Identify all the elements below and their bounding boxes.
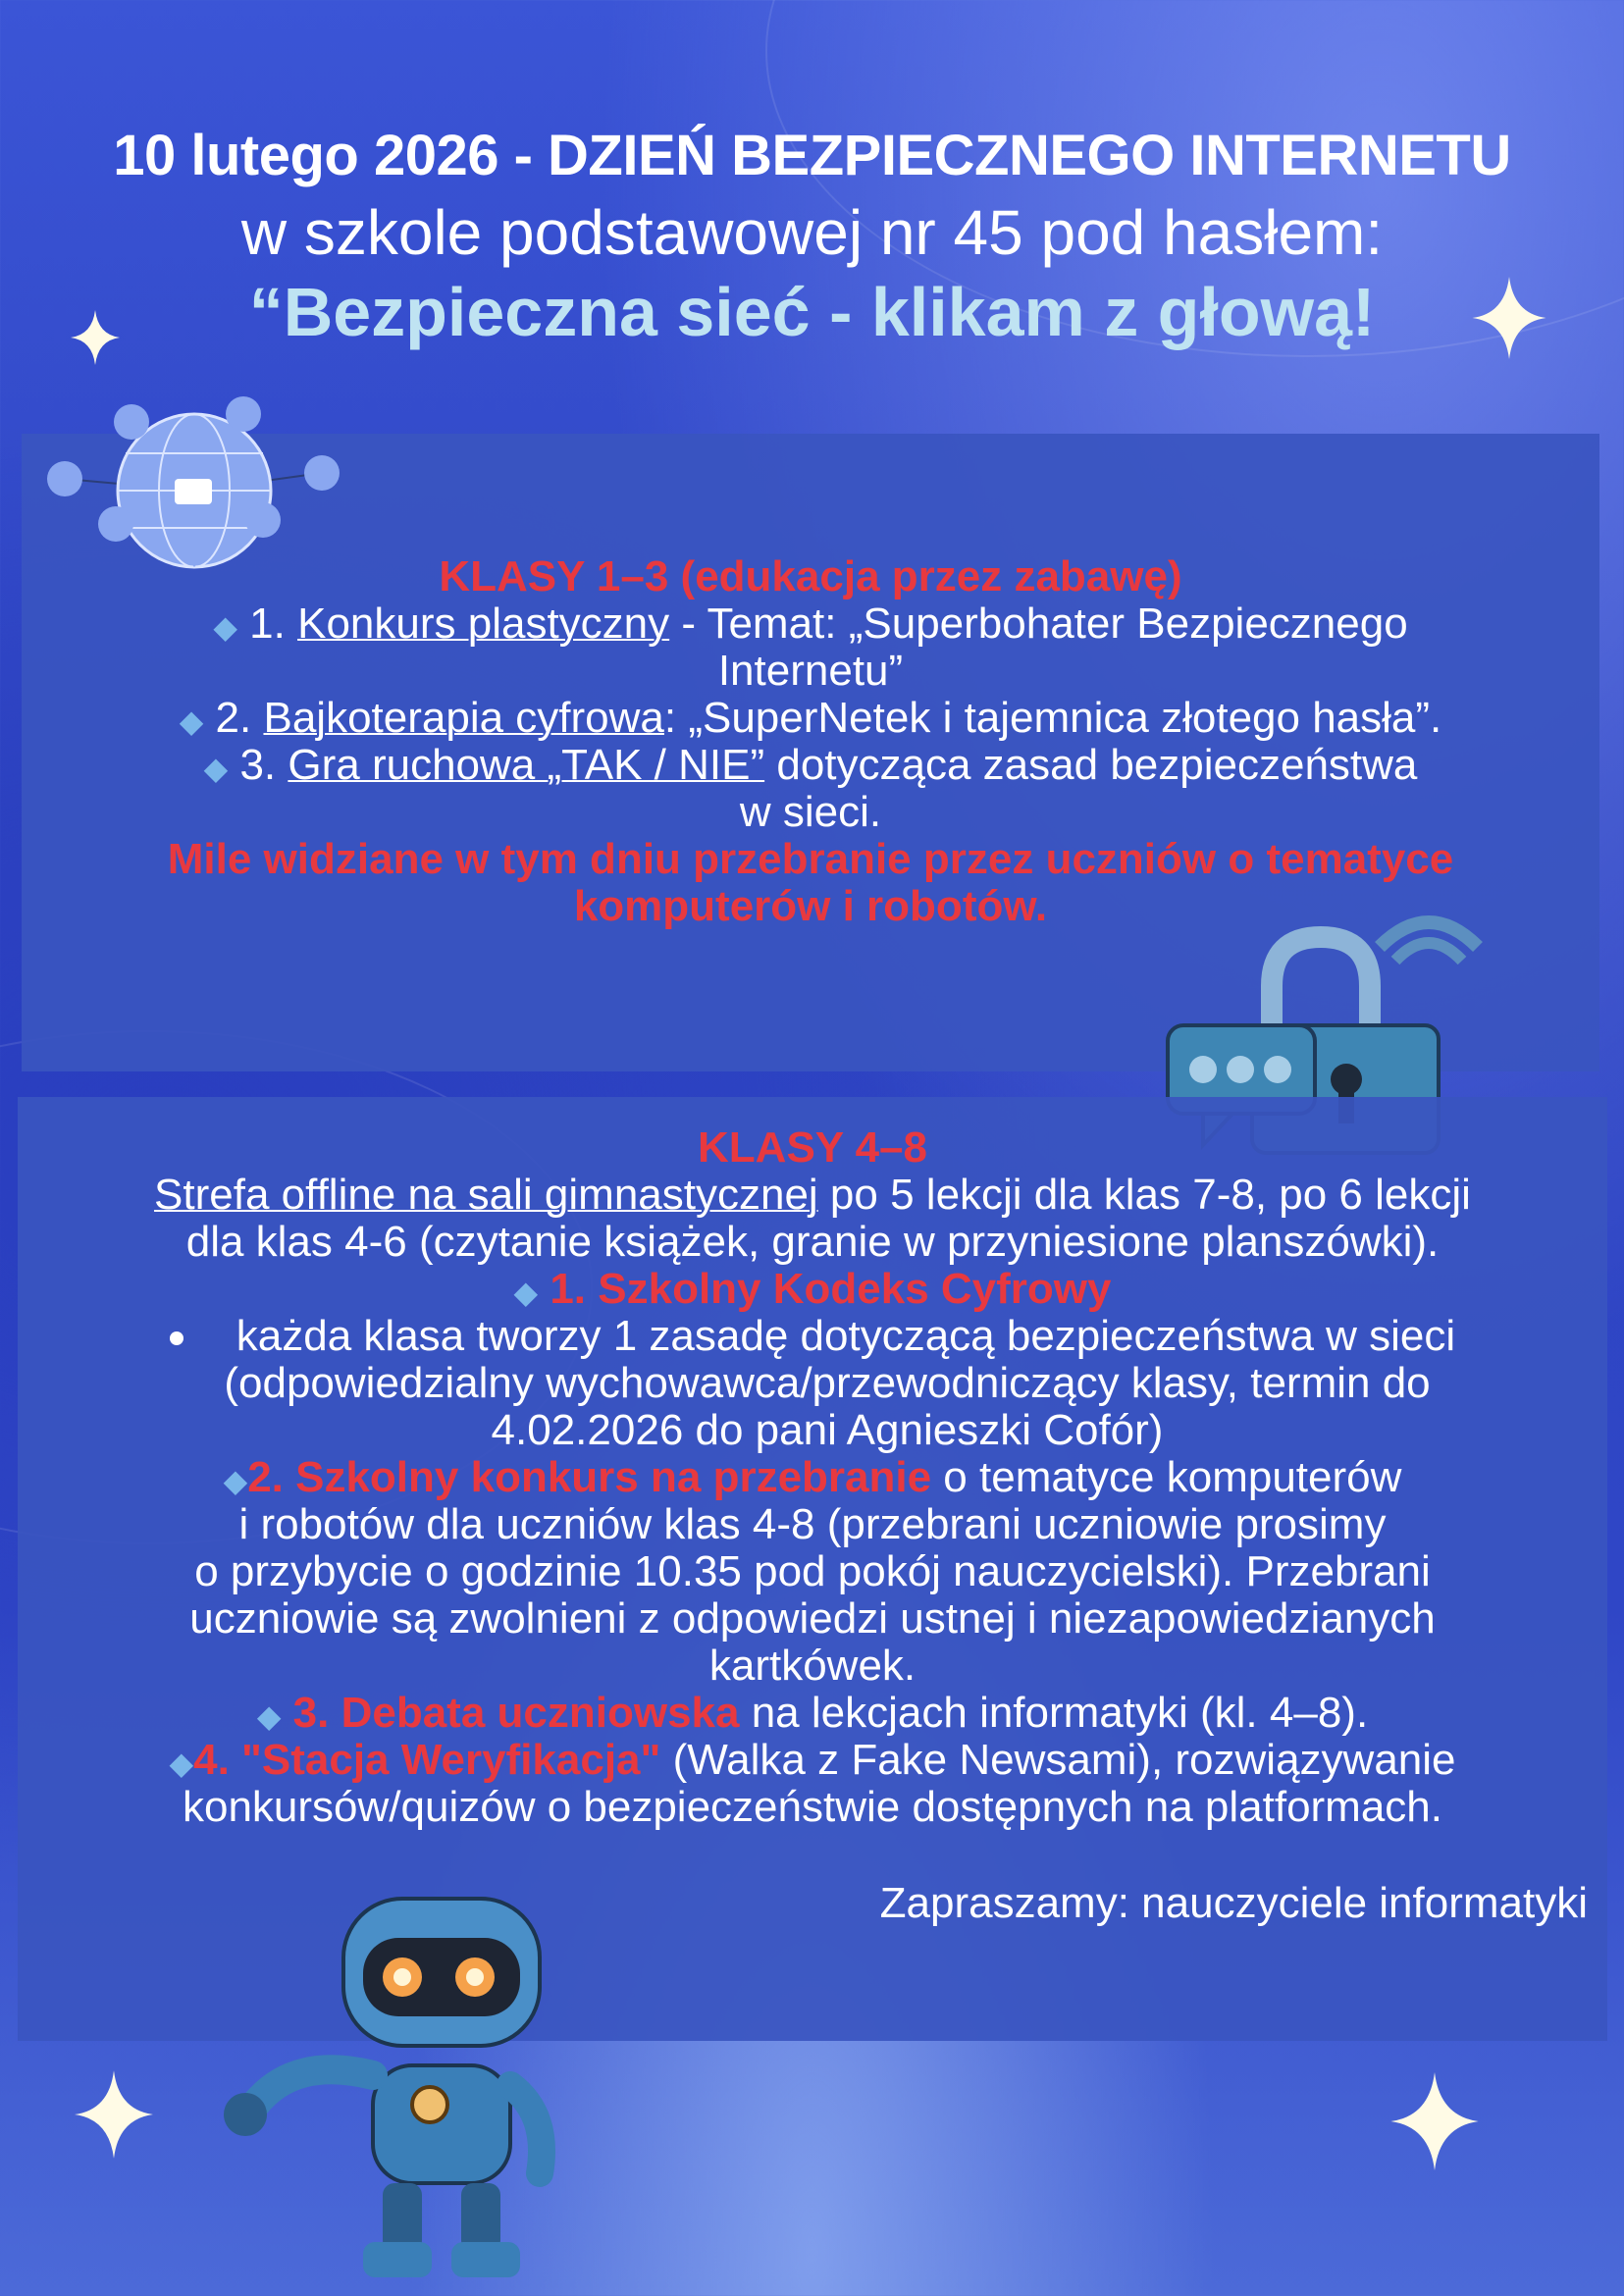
list-item-continuation: i robotów dla uczniów klas 4-8 (przebrani uczniowie prosimy <box>238 1500 1387 1548</box>
robot-icon <box>216 1879 687 2291</box>
diamond-bullet-icon: ◆ <box>256 1698 282 1734</box>
offline-zone-text: dla klas 4-6 (czytanie książek, granie w przyniesione planszówki). <box>185 1218 1440 1266</box>
bullet-item-continuation: (odpowiedzialny wychowawca/przewodniczący klasy, termin do <box>224 1359 1431 1407</box>
list-item: ◆ 2. Bajkoterapia cyfrowa: „SuperNetek i tajemnica złotego hasła”. <box>179 694 1442 742</box>
sparkle-icon <box>1470 277 1548 359</box>
list-item-continuation: Internetu” <box>717 647 904 695</box>
sparkle-icon <box>75 2070 153 2159</box>
bullet-item: każda klasa tworzy 1 zasadę dotyczącą bezpieczeństwa w sieci <box>18 1313 1607 1360</box>
list-item: ◆ 1. Szkolny Kodeks Cyfrowy <box>513 1265 1112 1313</box>
list-item-continuation: o przybycie o godzinie 10.35 pod pokój nauczycielski). Przebrani <box>194 1547 1431 1595</box>
bullet-item-continuation: 4.02.2026 do pani Agnieszki Cofór) <box>491 1406 1164 1454</box>
slogan: “Bezpieczna sieć - klikam z głową! <box>248 274 1376 350</box>
page-subtitle: w szkole podstawowej nr 45 pod hasłem: <box>240 197 1384 268</box>
list-item: ◆ 3. Debata uczniowska na lekcjach informatyki (kl. 4–8). <box>256 1689 1369 1737</box>
section-title: KLASY 4–8 <box>698 1123 927 1172</box>
header <box>0 116 1624 355</box>
list-item-continuation: uczniowie są zwolnieni z odpowiedzi ustnej i niezapowiedzianych <box>189 1594 1436 1643</box>
list-item: ◆2. Szkolny konkurs na przebranie o tematyce komputerów <box>223 1453 1402 1501</box>
list-item: ◆4. "Stacja Weryfikacja" (Walka z Fake Newsami), rozwiązywanie <box>169 1736 1456 1784</box>
diamond-bullet-icon: ◆ <box>169 1746 194 1781</box>
costume-note: Mile widziane w tym dniu przebranie przez uczniów o tematyce <box>167 835 1454 883</box>
list-item-continuation: w sieci. <box>739 788 882 836</box>
section-title: KLASY 1–3 (edukacja przez zabawę) <box>439 552 1182 600</box>
diamond-bullet-icon: ◆ <box>213 609 237 645</box>
offline-zone-link: Strefa offline na sali gimnastycznej <box>154 1171 818 1219</box>
signature: Zapraszamy: nauczyciele informatyki <box>879 1879 1588 1927</box>
list-item-continuation: konkursów/quizów o bezpieczeństwie dostępnych na platformach. <box>182 1783 1443 1831</box>
bullet-dot-icon <box>170 1331 183 1345</box>
sparkle-icon <box>71 310 120 365</box>
list-item: ◆ 1. Konkurs plastyczny - Temat: „Superbohater Bezpiecznego <box>213 600 1408 648</box>
sparkle-icon <box>1386 2072 1484 2170</box>
diamond-bullet-icon: ◆ <box>223 1463 248 1498</box>
list-item: ◆ 3. Gra ruchowa „TAK / NIE” dotycząca zasad bezpieczeństwa <box>203 741 1418 789</box>
page-title: 10 lutego 2026 - DZIEŃ BEZPIECZNEGO INTERNETU <box>113 124 1511 187</box>
list-item-continuation: kartkówek. <box>708 1642 917 1690</box>
diamond-bullet-icon: ◆ <box>203 751 229 786</box>
diamond-bullet-icon: ◆ <box>179 704 204 739</box>
network-globe-icon <box>37 392 351 589</box>
contest-link: Konkurs plastyczny <box>297 600 670 648</box>
costume-note: komputerów i robotów. <box>573 882 1048 930</box>
offline-zone-text: Strefa offline na sali gimnastycznej po 5 lekcji dla klas 7-8, po 6 lekcji <box>154 1171 1471 1219</box>
diamond-bullet-icon: ◆ <box>513 1275 539 1310</box>
